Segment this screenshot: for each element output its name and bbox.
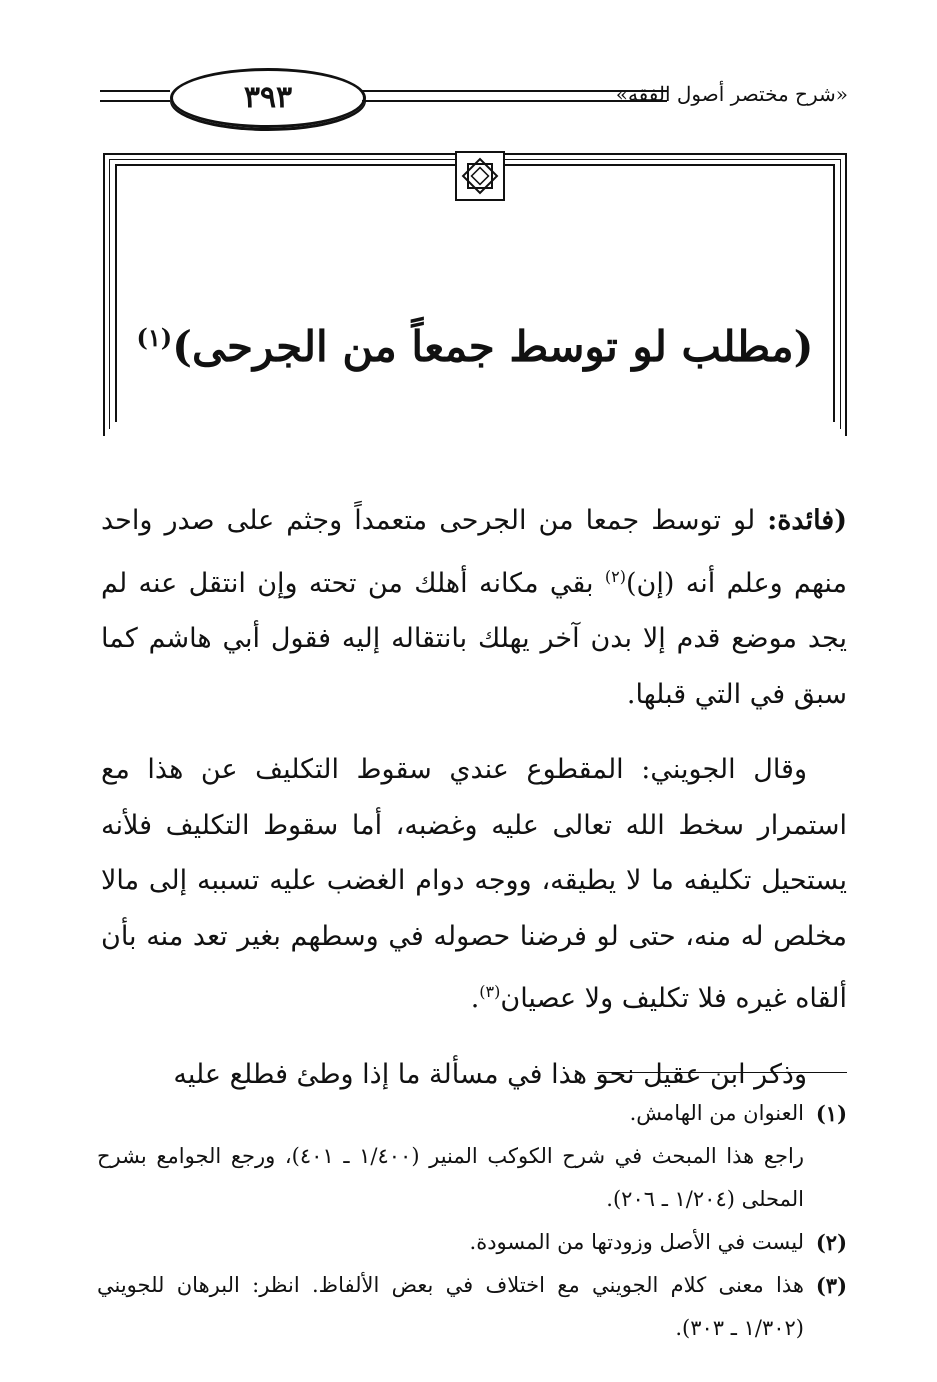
footnote-marker: (١)	[136, 323, 173, 352]
footnote-number: (٢)	[815, 1230, 847, 1255]
page-header	[100, 68, 848, 130]
paragraph: وذكر ابن عقيل نحو هذا في مسألة ما إذا وطئ فطلع عليه	[173, 1058, 807, 1090]
footnote-line: العنوان من الهامش.	[629, 1101, 804, 1125]
footnote-separator	[597, 1072, 847, 1073]
octagram-ornament-icon	[455, 151, 505, 201]
running-title: «شرح مختصر أصول الفقه»	[615, 82, 848, 106]
footnote-marker: (٢)	[604, 566, 627, 586]
footnotes	[97, 1092, 847, 1350]
footnote-line: ليست في الأصل وزودتها من المسودة.	[469, 1230, 804, 1254]
page-number: ٣٩٣	[170, 68, 366, 128]
section-title: (مطلب لو توسط جمعاً من الجرحى)$^{(١)}$	[136, 322, 814, 371]
body-text	[101, 493, 847, 1122]
footnote	[97, 1221, 847, 1264]
note-lead: (فائدة:	[767, 505, 847, 536]
footnote-marker: (٣)	[479, 982, 501, 1001]
title-frame	[103, 153, 847, 436]
footnote	[97, 1264, 847, 1350]
footnote-number: (٣)	[815, 1273, 847, 1298]
paragraph: وقال الجويني: المقطوع عندي سقوط التكليف عن هذا مع استمرار سخط الله تعالى عليه وغضبه، أما سقوط التكليف فلأنه يستحيل تكليفه ما لا يطيقه، ووجه دوام الغضب عليه تسببه إلى مالا مخلص له منه، حتى لو فرضنا حصوله في وسطهم بغير تعد منه بأن ألقاه غيره فلا تكليف ولا عصيان$^{(٣)}$.	[101, 754, 847, 1014]
footnote-line: راجع هذا المبحث في شرح الكوكب المنير (١/٤٠٠ ـ ٤٠١)، ورجع الجوامع بشرح المحلى (١/٢٠٤ ـ ٢٠٦).	[97, 1144, 804, 1211]
footnote-number: (١)	[815, 1101, 847, 1126]
footnote	[97, 1092, 847, 1221]
footnote-line: هذا معنى كلام الجويني مع اختلاف في بعض الألفاظ. انظر: البرهان للجويني (١/٣٠٢ ـ ٣٠٣).	[97, 1273, 804, 1340]
paragraph: (فائدة: لو توسط جمعا من الجرحى متعمداً وجثم على صدر واحد منهم وعلم أنه (إن)$^{(٢)}$ بقي مكانه أهلك من تحته وإن انتقل عنه لم يجد موضع قدم إلا بدن آخر يهلك بانتقاله إليه فقول أبي هاشم كما سبق في التي قبلها.	[101, 505, 848, 710]
header-rule-left	[100, 90, 170, 102]
